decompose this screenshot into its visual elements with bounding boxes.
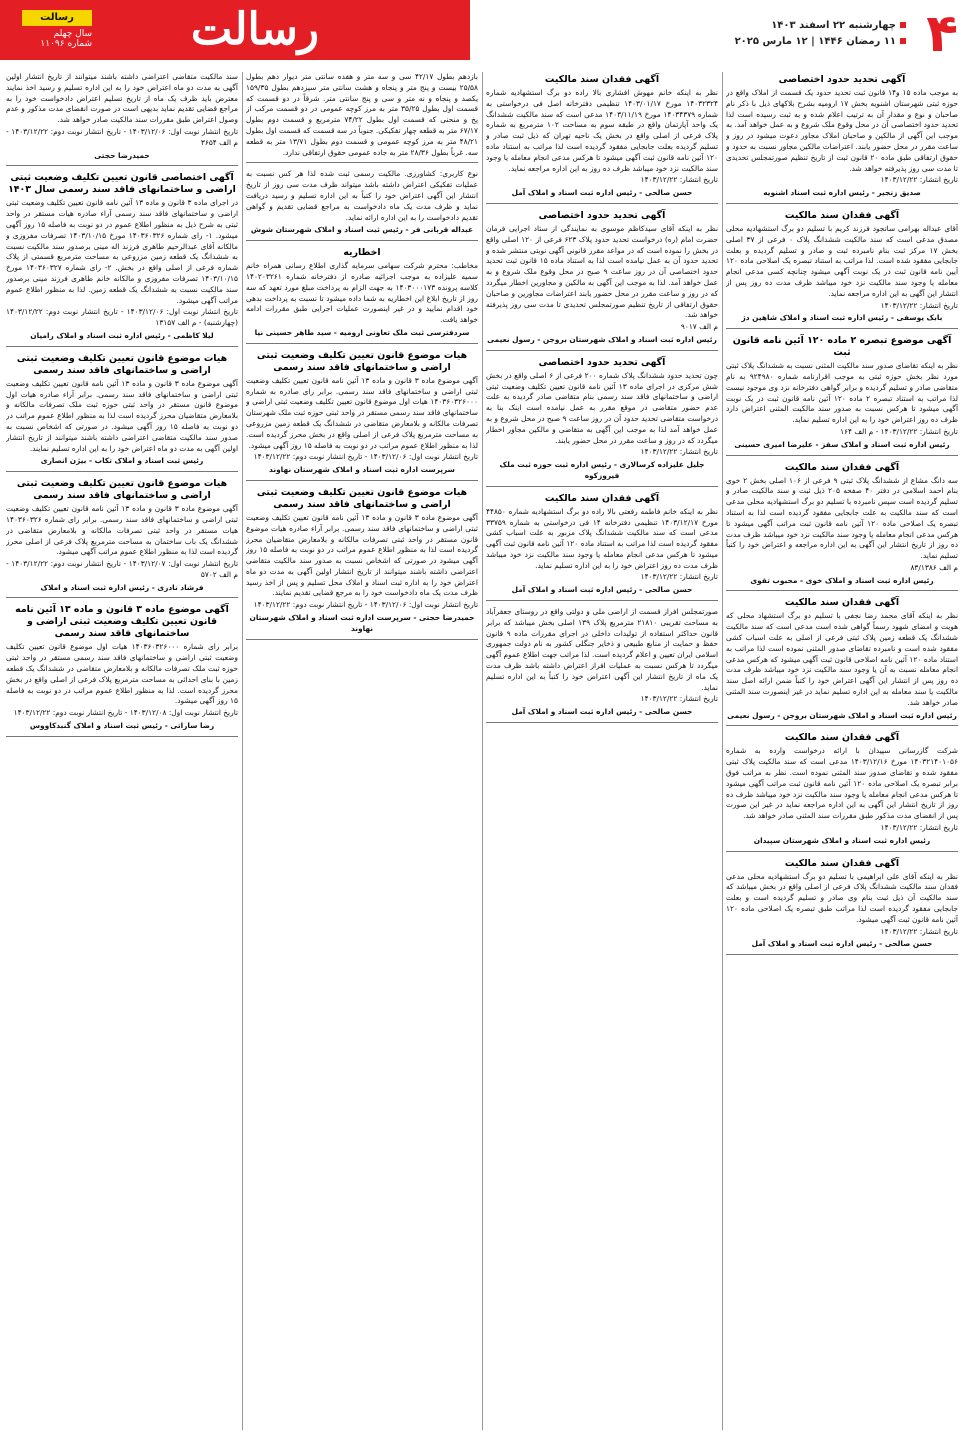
ad-title: آگهی فقدان سند مالکیت [784,209,900,221]
ad-body: آقای عبداله بهرامی ساتجود فرزند کریم با تسلیم دو برگ استشهادیه محلی مصدق مدعی است که سند مالکیت ششدانگ پلاک ۰ فرعی از ۳۷ اصلی بخش ۱۷ مرکز ثبت بنام نامبرده ثبت و صادر و تسلیم گردیده و بعلت جابجایی مفقود شده است. لذا مراتب به استناد تبصره یک اصلاحی ماده ۱۲۰ آیین نامه قانون ثبت در یک نوبت آگهی میشود چنانچه کسی مدعی انجام معامله یا وجود سند مالکیت نزد خود میباشد ظرف مدت ده روز پس از انتشار این آگهی به این اداره مراجعه نماید. [726,223,958,298]
ad-body: آگهی موضوع ماده ۳ قانون و ماده ۱۳ آئین نامه قانون تعیین تکلیف وضعیت ثبتی اراضی و ساختمانهای فاقد سند رسمی. برابر رای صادره به شماره ۱۴۰۳۶۰۳۲۶۰۰۰ هیات اول موضوع قانون تعیین تکلیف وضعیت ثبتی اراضی و ساختمانهای فاقد سند رسمی مستقر در واحد ثبتی حوزه ثبت ملک شهرستان تصرفات مالکانه و بلامعارض متقاضی در ششدانگ یک قطعه زمین مزروعی به مساحت مترمربع پلاک فرعی از اصلی واقع در بخش محرز گردیده است. لذا به منظور اطلاع عموم مراتب در دو نوبت به فاصله ۱۵ روز آگهی میشود. [246,375,478,450]
classified-ad [6,478,238,598]
ad-title: آگهی اختصاصی قانون تعیین تکلیف وضعیت ثبتی اراضی و ساختمانهای فاقد سند رسمی سال ۱۴۰۳ [8,172,236,196]
classified-ad [726,858,958,956]
page-info [658,4,958,64]
issue-badge [6,10,92,50]
ad-publish-info: تاریخ انتشار: ۱۴۰۳/۱۲/۲۲ - م الف ۱۶۴ [840,426,958,436]
ad-title: هیات موضوع قانون تعیین تکلیف وضعیت ثبتی اراضی و ساختمانهای فاقد سند رسمی [256,486,468,510]
ad-title: آگهی موضوع تبصره ۲ ماده ۱۲۰ آئین نامه قانون ثبت [732,335,952,359]
column-divider [482,72,483,1430]
ad-body: بازدهم بطول ۴۲/۱۷ سی و سه متر و هفده سانتی متر دیوار دهم بطول ۲۵/۵۸ بیست و پنج متر و پنجاه و هشت سانتی متر سیزدهم بطول ۱۵۹/۳۵ یکصد و پنجاه و نه متر و سی و پنج سانتی متر. شرقاً در دو قسمت که قسمت اول بطول ۳۵/۲۵ متر به مرز کوچه عمومی در دو قسمت مرکب از پخ و منحنی که قسمت اول بطول ۷۴/۲۲ مترمربع و قسمت دوم بطول ۶۷/۱۷ متر به قطعه چهار تفکیکی. جنوباً در سه قسمت که قسمت اول بطول ۴۸/۲۱ متر به مرز کوچه عمومی و قسمت دوم بطول ۱۳/۷۱ متر به قطعه سه. غرباً بطول ۲۸/۳۶ متر به جاده عمومی حقوق ارتفاقی ندارد. [246,72,478,157]
ad-body: سند مالکیت متقاضی اعتراضی داشته باشند میتوانند از تاریخ انتشار اولین آگهی به مدت دو ماه اعتراض خود را به این اداره تسلیم و رسید اخذ نمایند معترض باید ظرف یک ماه از تاریخ تسلیم اعتراض دادخواست خود را به مراجع قضایی تقدیم نماید بدیهی است در صورت انقضای مدت مذکور و عدم وصول اعتراض طبق مقررات سند مالکیت صادر خواهد شد. [6,72,238,125]
classified-ad [486,493,718,601]
column-1 [726,72,958,1430]
ad-title: آگهی تحدید حدود اختصاصی [778,74,906,85]
ad-signature: رئیس اداره ثبت اسناد و املاک شهرستان بروجن - رسول نعیمی [487,334,717,344]
ad-publish-info: تاریخ انتشار: ۱۴۰۳/۱۲/۲۲ [640,694,718,704]
ad-signature: رئیس اداره ثبت اسناد و املاک خوی - محبوب تقوی [750,575,934,585]
classified-ad [486,74,718,204]
ad-signature: حسن صالحی - رئیس اداره ثبت اسناد و املاک آمل [511,585,693,595]
logo-bar [0,0,470,60]
ad-title: آگهی فقدان سند مالکیت [544,74,660,85]
ad-title: آگهی فقدان سند مالکیت [784,732,900,744]
classified-ad [486,210,718,351]
classified-ad [486,357,718,487]
ad-body: آگهی موضوع ماده ۳ قانون و ماده ۱۳ آئین نامه قانون تعیین تکلیف وضعیت ثبتی اراضی و ساختمانهای فاقد سند رسمی. برابر رای شماره ۱۴۰۳۶۰۳۲۶ هیات مستقر در واحد ثبتی تصرفات مالکانه و بلامعارض متقاضی در ششدانگ یک باب ساختمان به مساحت مترمربع پلاک فرعی از اصلی محرز گردیده است لذا به منظور اطلاع عموم مراتب آگهی میشود. [6,504,238,557]
ad-publish-info: م الف ۹۰۱۷ [680,322,718,332]
classified-ad [246,72,478,163]
ad-signature: رئیس اداره ثبت اسناد و املاک سقز - علیرضا امیری حسینی [734,439,950,449]
classified-ad [6,353,238,472]
issue-dates [735,18,906,50]
ad-body: آگهی موضوع ماده ۳ قانون و ماده ۱۳ آئین نامه قانون تعیین تکلیف وضعیت ثبتی اراضی و ساختمانهای فاقد سند رسمی. برابر آراء صادره هیات اول موضوع قانون مستقر در واحد ثبتی حوزه ثبت ملک تصرفات مالکانه و بلامعارض متقاضیان محرز گردیده است لذا به منظور اطلاع عموم مراتب در دو نوبت به فاصله ۱۵ روز آگهی میشود. در صورتی که اشخاص نسبت به صدور سند مالکیت متقاضی اعتراضی داشته باشند میتوانند از تاریخ انتشار اولین آگهی به مدت دو ماه اعتراض خود را به این اداره تسلیم نمایند. [6,378,238,453]
ad-body: نظر به اینکه آقای محمد رضا نجفی با تسلیم دو برگ استشهاد محلی که هویت و امضای شهود رسماً گواهی شده است مدعی است که سند مالکیت ششدانگ یک قطعه زمین پلاک ثبتی فرعی از اصلی به علت اسباب کشی مفقود شده است و نامبرده تقاضای صدور المثنی نموده است لذا مراتب به استناد ماده ۱۲۰ آئین نامه اصلاحی قانون ثبت آگهی میشود که هرکس مدعی انجام معامله نسبت به آن یا وجود سند مالکیت نزد خود میباشد ظرف مدت ده روز پس از انتشار این آگهی اعتراض خود را کتباً ضمن ارائه اصل سند مالکیت یا سند معامله به این اداره تسلیم نماید در غیر اینصورت سند المثنی صادر خواهد شد. [726,611,958,707]
ad-signature: حسن صالحی - رئیس اداره ثبت اسناد و املاک آمل [751,939,933,949]
column-2 [486,72,718,1430]
column-divider [722,72,723,1430]
ad-signature: حسن صالحی - رئیس اداره ثبت اسناد و املاک آمل [511,707,693,717]
classified-ad [726,732,958,851]
ad-publish-info: تاریخ انتشار نوبت اول: ۱۴۰۳/۱۲/۰۶ - تاریخ انتشار نوبت دوم: ۱۴۰۳/۱۲/۲۲ [253,452,478,462]
ad-signature: بابک یوسفی - رئیس اداره ثبت اسناد و املاک شاهین دژ [741,313,943,323]
ad-title: آگهی فقدان سند مالکیت [784,857,900,869]
ad-signature: لیلا کاظمی - رئیس اداره ثبت اسناد و املاک رامیان [30,330,214,340]
ad-publish-info: تاریخ انتشار: ۱۴۰۳/۱۲/۲۲ [640,175,718,185]
ad-publish-info: تاریخ انتشار نوبت اول: ۱۴۰۳/۱۲/۰۸ - تاریخ انتشار نوبت دوم: ۱۴۰۳/۱۲/۲۲ [13,708,238,718]
ad-signature: صدیق زنجیر - رئیس اداره ثبت اسناد اشنویه [763,188,921,198]
classified-ad [726,597,958,726]
ad-title: هیات موضوع قانون تعیین تکلیف وضعیت ثبتی اراضی و ساختمانهای فاقد سند رسمی [16,352,228,376]
ad-signature: فرشاد نادری - رئیس اداره ثبت اسناد و املاک [40,582,204,592]
classified-ad [726,210,958,329]
column-4 [6,72,238,1430]
ad-signature: عبداله قربانی فر - رئیس ثبت اسناد و املاک شهرستان شوش [250,225,474,235]
ad-title: آگهی موضوع ماده ۳ قانون و ماده ۱۳ آئین نامه قانون تعیین تکلیف وضعیت ثبتی اراضی و ساختمانهای فاقد سند رسمی [15,604,229,640]
classified-ad [6,72,238,166]
ad-publish-info: تاریخ انتشار نوبت اول: ۱۴۰۳/۱۲/۰۶ - تاریخ انتشار نوبت دوم: ۱۴۰۳/۱۲/۲۲ (چهارشنبه) - م الف ۱۳۱۵۷ [6,307,238,328]
ad-body: سه دانگ مشاع از ششدانگ پلاک ثبتی ۹ فرعی از ۱۰۶ اصلی بخش ۲ خوی بنام احمد اسلامی در دفتر ۴۰ صفحه ۲۰۵ ذیل ثبت و سند مالکیت صادر و تسلیم گردیده است سپس نامبرده با تسلیم دو برگ استشهادیه محلی مدعی است که سند مالکیت به علت جابجایی مفقود گردیده است لذا به استناد تبصره یک اصلاحی ماده ۱۲۰ آئین نامه قانون ثبت مراتب آگهی میشود تا هرکس مدعی انجام معامله یا وجود سند مالکیت نزد خود میباشد ظرف مدت ده روز از تاریخ انتشار این آگهی به این اداره مراجعه و اعتراض خود را کتباً تسلیم نماید. [726,475,958,561]
ad-body: شرکت گازرسانی سپیدان با ارائه درخواست وارده به شماره ۱۴۰۳۲۱۴۰۱۰۵۶ مورخ ۱۴۰۳/۱۲/۱۶ مدعی است که سند مالکیت پلاک ثبتی مفقود شده و تقاضای صدور سند المثنی نموده است. نظر به مراتب فوق برابر تبصره یک اصلاحی ماده ۱۲۰ آئین نامه قانون ثبت مراتب آگهی میشود تا هرکس مدعی انجام معامله یا وجود سند مالکیت نزد خود میباشد ظرف ده روز از تاریخ انتشار این آگهی به این اداره مراجعه نماید در غیر این صورت پس از انقضای مدت مذکور طبق مقررات سند المثنی صادر خواهد شد. [726,746,958,821]
classified-ad [246,247,478,344]
classified-ad [726,462,958,592]
ad-signature: حمیدرضا حجتی [94,150,150,160]
ad-body: مخاطب: محترم شرکت سهامی سرمایه گذاری اطلاع رسانی همراه خانم سمیه علیزاده به موجب اجرائیه صادره از دفترخانه شماره ۱۴۰۲۰۳۲۶۱ کلاسه پرونده ۱۴۰۳۰۰۰۱۷۳ به جهت الزام به پرداخت مبلغ مورد تعهد که سه روز از تاریخ ابلاغ این اخطاریه به شما داده میشود تا نسبت به پرداخت بدهی خود اقدام نمایید و در غیر اینصورت عملیات اجرایی طبق مقررات ادامه خواهد یافت. [246,261,478,325]
ad-signature: رئیس اداره ثبت اسناد و املاک شهرستان بروجن - رسول نعیمی [727,710,957,720]
ad-body: نظر به اینکه آقای سیدکاظم موسوی به نمایندگی از ستاد اجرایی فرمان حضرت امام (ره) درخواست تحدید حدود پلاک ۶۲۳ فرعی از ۱۲۰ اصلی واقع در بخش را نموده است که در مواعد مقرر قانونی آگهی نوبتی منتشر شده و تحدید حدود آن به عمل نیامده است لذا به استناد ماده ۱۵ قانون ثبت تحدید حدود اختصاصی آن در روز ساعت ۹ صبح در محل وقوع ملک شروع و به عمل خواهد آمد. لذا به موجب این آگهی به مالکین و مجاورین اخطار میگردد که در روز و ساعت مقرر در محل حضور یابند اعتراضات مجاورین و صاحبان حقوق ارتفاقی از تاریخ تنظیم صورتمجلس تحدیدی تا مدت سی روز پذیرفته خواهد شد. [486,223,718,320]
ad-body: برابر رای شماره ۱۴۰۳۶۰۳۲۶۰۰۰ هیات اول موضوع قانون تعیین تکلیف وضعیت ثبتی اراضی و ساختمانهای فاقد سند رسمی مستقر در واحد ثبتی حوزه ثبت ملک تصرفات مالکانه و بلامعارض متقاضی در ششدانگ یک قطعه زمین با بنای احداثی به مساحت مترمربع پلاک فرعی از اصلی واقع در بخش محرز گردیده است. لذا به منظور اطلاع عموم مراتب در دو نوبت به فاصله ۱۵ روز آگهی میشود. [6,642,238,706]
ad-title: آگهی تحدید حدود اختصاصی [538,209,666,221]
ad-body: نوع کاربری: کشاورزی. مالکیت رسمی ثبت شده لذا هر کس نسبت به عملیات تفکیکی اعتراض داشته باشد میتواند ظرف مدت سی روز از تاریخ انتشار این آگهی اعتراض خود را کتباً به این اداره تسلیم و رسید دریافت نماید و ظرف مدت یک ماه دادخواست به مراجع قضایی تقدیم و گواهی تقدیم دادخواست را به این اداره ارائه نماید. [246,169,478,222]
ad-publish-info: تاریخ انتشار نوبت اول: ۱۴۰۳/۱۲/۰۶ - تاریخ انتشار نوبت دوم: ۱۴۰۳/۱۲/۲۲ [253,600,478,610]
ad-publish-info: تاریخ انتشار: ۱۴۰۳/۱۲/۲۲ [640,572,718,582]
ad-title: هیات موضوع قانون تعیین تکلیف وضعیت ثبتی اراضی و ساختمانهای فاقد سند رسمی [16,478,228,502]
ad-signature: رضا ساراتی - رئیس ثبت اسناد و املاک گنبدکاووس [29,721,215,731]
ad-body: در اجرای ماده ۳ قانون و ماده ۱۳ آئین نامه قانون تعیین تکلیف وضعیت ثبتی اراضی و ساختمانهای فاقد سند رسمی آراء صادره هیات مستقر در واحد ثبتی به شرح ذیل به منظور اطلاع عموم در دو نوبت به فاصله ۱۵ روز آگهی میشود. ۱- رای شماره ۱۴۰۳۶۰۳۲۶ مورخ ۱۴۰۳/۱۰/۱۵ تصرفات مفروزی و مالکانه آقای عبدالرحیم طاهری فرزند اله مینی برصدور سند مالکیت نسبت به ششدانگ یک قطعه زمین مزروعی به مساحت مترمربع قسمتی از پلاک شماره فرعی از اصلی واقع در بخش. ۲- رای شماره ۱۴۰۳۶۰۳۲۷ مورخ ۱۴۰۳/۱۰/۱۵ تصرفات مفروزی و مالکانه خانم طاهری فرزند مینی برصدور سند مالکیت نسبت به ششدانگ یک قطعه زمین. لذا به منظور اطلاع عموم مراتب آگهی میشود. [6,198,238,305]
ad-title: آگهی تحدید حدود اختصاصی [538,356,666,368]
classified-ad [486,607,718,723]
ad-signature: سرپرست اداره ثبت اسناد و املاک شهرستان نهاوند [269,465,455,475]
classified-ad [6,604,238,736]
date-hijri-gregorian: ۱۱ رمضان ۱۴۴۶ | ۱۲ مارس ۲۰۲۵ [735,34,906,50]
page-number: ۴ [926,4,958,64]
column-divider [242,72,243,1430]
newspaper-logo: رسالت [190,4,320,55]
classified-ad [246,487,478,640]
ad-body: نظر به اینکه تقاضای صدور سند مالکیت المثنی نسبت به ششدانگ پلاک ثبتی مورد نظر بخش حوزه ثبتی به موجب اقرارنامه شماره ۹۲۴۹۸۰ به نام متقاضی صادر و تسلیم گردیده و برابر گواهی دفترخانه نزد وی موجود نیست لذا مراتب به استناد تبصره ۲ ماده ۱۲۰ آئین نامه قانون ثبت در یک نوبت آگهی میشود تا هرکس نسبت به صدور سند مالکیت المثنی اعتراض دارد ظرف ده روز اعتراض خود را به این اداره تسلیم نماید. [726,361,958,425]
ad-body: نظر به اینکه خانم مهوش افشاری بالا راده دو برگ استشهادیه شماره ۱۴۰۳۲۳۲۴ مورخ ۱۴۰۳/۰۱/۱۷ تنظیمی دفترخانه اصل فی درخواستی به شماره ۱۴۰۳۴۳۷۹ مورخ ۱۴۰۳/۱۱/۱۹ مدعی است که سند مالکیت ششدانگ یک واحد آپارتمان واقع در طبقه سوم به مساحت ۱۰۲ مترمربع به شماره پلاک فرعی از اصلی واقع در بخش یک ناحیه تهران که ذیل ثبت صادر و تسلیم گردیده بعلت جابجایی مفقود گردیده است لذا مراتب به استناد ماده ۱۲۰ آئین نامه قانون ثبت آگهی میشود تا هرکس مدعی انجام معامله یا وجود سند مالکیت نزد خود میباشد ظرف ده روز به این اداره مراجعه نماید. [486,88,718,173]
ad-publish-info: تاریخ انتشار: ۱۴۰۳/۱۲/۲۲ [880,823,958,833]
ad-publish-info: م الف ۸۳/۱۳۸۶ [910,562,958,572]
ad-body: نظر به اینکه آقای علی ابراهیمی با تسلیم دو برگ استشهادیه محلی مدعی فقدان سند مالکیت ششدانگ پلاک فرعی از اصلی واقع در بخش میباشد که سند مالکیت آن ذیل ثبت بنام وی صادر و تسلیم گردیده است و بعلت جابجایی مفقود گردیده است لذا مراتب طبق تبصره یک اصلاحی ماده ۱۲۰ آئین نامه قانون ثبت آگهی میشود. [726,871,958,924]
ad-body: صورتمجلس افراز قسمت از اراضی ملی و دولتی واقع در روستای جعفرآباد به مساحت تقریبی ۲۱۸۱۰ مترمربع پلاک ۱۳۹ اصلی بخش میباشد که برابر قانون حداکثر استفاده از تولیدات داخلی در اجرای مقررات ماده ۹ قانون حفظ و حمایت از منابع طبیعی و ذخایر جنگلی کشور به نام دولت جمهوری اسلامی ایران تعیین و اعلام گردیده است. لذا مراتب جهت اطلاع عموم آگهی میگردد تا هرکس نسبت به عملیات افراز اعتراض داشته باشد ظرف مدت یک ماه از تاریخ انتشار این آگهی اعتراض خود را کتباً به این اداره تسلیم نماید. [486,607,718,692]
ad-title: اخطاریه [343,247,381,259]
classified-ad [726,335,958,455]
ad-signature: حمیدرضا حجتی - سرپرست اداره ثبت اسناد و املاک شهرستان نهاوند [249,613,475,633]
ad-title: آگهی فقدان سند مالکیت [784,461,900,473]
ad-body: به موجب ماده ۱۵ و۱۴ قانون ثبت تحدید حدود یک قسمت از املاک واقع در حوزه ثبتی شهرستان اشنویه بخش ۱۷ ارومیه بشرح بلاکهای ذیل با ذکر نام صاحبان و نوع و مقدار آن به ترتیب اعلام شده و به ثبت رسیده است لذا تحدید حدود اختصاصی آن در محل وقوع ملک شروع و به عمل خواهد آمد. به موجب این آگهی از مالکین و صاحبان املاک مجاور دعوت میشود در روز و ساعت مقرر در محل حضور یابند. اعتراضات مالکین مجاور نسبت به حدود و حقوق ارتفاقی طبق ماده ۲۰ قانون ثبت از تاریخ تنظیم صورتمجلس تحدیدی تا مدت سی روز پذیرفته خواهد شد. [726,88,958,173]
ad-title: هیات موضوع قانون تعیین تکلیف وضعیت ثبتی اراضی و ساختمانهای فاقد سند رسمی [256,349,468,373]
bullet-icon [900,38,906,44]
ad-publish-info: تاریخ انتشار: ۱۴۰۳/۱۲/۲۲ [880,300,958,310]
classified-ad [246,350,478,481]
ad-publish-info: تاریخ انتشار نوبت اول: ۱۴۰۳/۱۲/۰۶ - تاریخ انتشار نوبت دوم: ۱۴۰۳/۱۲/۲۲ - م الف ۳۶۵۴ [6,126,238,147]
classified-ad [6,172,238,346]
issue-label: شماره ۱۱۰۹۶ [40,39,92,49]
bullet-icon [900,22,906,28]
ad-title: آگهی فقدان سند مالکیت [784,597,900,609]
ad-body: نظر به اینکه خانم فاطمه رفعتی بالا راده دو برگ استشهادیه شماره ۴۴۸۵۰ مورخ ۱۴۰۳/۱۲/۱۷ تنظیمی دفترخانه ۱۴ فی درخواستی به شماره ۳۳۷۵۹ مدعی است که سند مالکیت ششدانگ پلاک مزبور به علت اسباب کشی مفقود گردیده است لذا مراتب به استناد ماده ۱۲۰ آئین نامه قانون ثبت آگهی میشود تا هرکس مدعی انجام معامله یا وجود سند مالکیت نزد خود میباشد ظرف مدت ده روز اعتراض خود را به این اداره تسلیم نماید. [486,506,718,570]
classified-ad [726,74,958,204]
classified-ad [246,169,478,241]
ad-body: چون تحدید حدود ششدانگ پلاک شماره ۲۰۰ فرعی از ۶ اصلی واقع در بخش شش مرکزی در اجرای ماده ۱۳ آئین نامه قانون تعیین تکلیف وضعیت ثبتی اراضی و ساختمانهای فاقد سند رسمی بنام متقاضی صادر گردیده به علت عدم حضور متقاضی در موقع مقرر به عمل نیامده است اینک بنا به درخواست متقاضی تحدید حدود آن در روز ساعت ۹ صبح در محل شروع و به عمل خواهد آمد لذا به موجب این آگهی به متقاضی و مالکین مجاور اخطار میگردد که در روز و ساعت مقرر در محل حضور یابند. [486,370,718,445]
masthead [0,0,966,70]
ad-publish-info: تاریخ انتشار نوبت اول: ۱۴۰۳/۱۲/۰۷ - تاریخ انتشار نوبت دوم: ۱۴۰۳/۱۲/۲۲ - م الف ۵۷۰۲ [6,559,238,579]
badge-logo: رسالت [22,10,92,26]
ad-publish-info: تاریخ انتشار: ۱۴۰۳/۱۲/۲۲ [880,175,958,185]
ad-title: آگهی فقدان سند مالکیت [544,492,660,504]
ad-publish-info: تاریخ انتشار: ۱۴۰۳/۱۲/۲۲ [640,447,718,457]
ad-body: آگهی موضوع ماده ۳ قانون و ماده ۱۳ آئین نامه قانون تعیین تکلیف وضعیت ثبتی اراضی و ساختمانهای فاقد سند رسمی. برابر آراء صادره هیات موضوع قانون مستقر در واحد ثبتی تصرفات مالکانه و بلامعارض متقاضیان محرز گردیده است لذا به منظور اطلاع عموم مراتب در دو نوبت به فاصله ۱۵ روز آگهی میشود در صورتی که اشخاص نسبت به صدور سند مالکیت متقاضی اعتراضی داشته باشند میتوانند از تاریخ انتشار اولین آگهی به مدت دو ماه اعتراض خود را به اداره ثبت اسناد و املاک محل تسلیم و پس از اخذ رسید ظرف مدت یک ماه دادخواست خود را به مرجع قضایی تقدیم نمایند. [246,512,478,598]
ad-signature: سردفترسی ثبت ملک تعاونی ارومیه - سید طاهر حسینی نیا [254,327,470,337]
ad-signature: حسن صالحی - رئیس اداره ثبت اسناد و املاک آمل [511,188,693,198]
column-3 [246,72,478,1430]
year-label: سال چهلم [53,29,92,39]
ad-signature: جلیل علیزاده کرسالاری - رئیس اداره ثبت حوزه ثبت ملک فیروزکوه [499,460,705,480]
ad-signature: رئیس ثبت اسناد و املاک تکاب - بیژن انصاری [40,456,204,466]
ad-publish-info: تاریخ انتشار: ۱۴۰۳/۱۲/۲۲ [880,926,958,936]
date-persian: چهارشنبه ۲۲ اسفند ۱۴۰۳ [735,18,906,34]
ad-signature: رئیس اداره ثبت اسناد و املاک شهرستان سپیدان [753,835,931,845]
